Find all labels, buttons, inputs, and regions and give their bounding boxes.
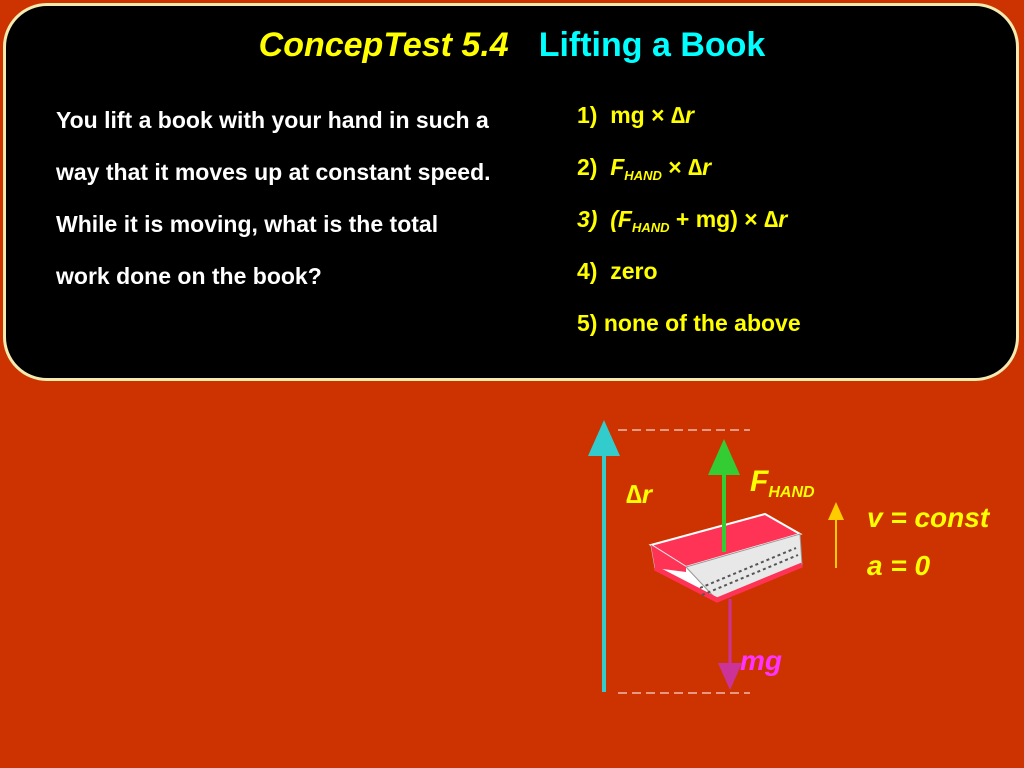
force-hand-label: $F_{HAND}$ (750, 465, 815, 501)
book-force-diagram (0, 400, 1024, 768)
weight-label: mg (740, 645, 782, 676)
book-icon (651, 514, 802, 600)
answer-option-5[interactable]: 5) none of the above (577, 310, 801, 336)
answer-option-2[interactable]: 2) $F_{HAND} \times \Delta r$ (577, 154, 712, 183)
answer-option-3[interactable]: 3) $(F_{HAND} + mg) \times \Delta r$ (577, 206, 788, 235)
title-main: Lifting a Book (538, 26, 766, 64)
answer-option-4[interactable]: 4) zero (577, 258, 658, 284)
answer-option-1[interactable]: 1) mg × ∆r (577, 102, 694, 128)
acceleration-label: a = 0 (867, 550, 931, 581)
slide-title (0, 26, 1024, 65)
title-prefix: ConcepTest 5.4 (258, 26, 509, 64)
velocity-label: v = const (867, 502, 990, 533)
question-text: You lift a book with your hand in such a way that it moves up at constant speed. While it is moving, what is the total work done on the book? (56, 107, 491, 289)
displacement-label: ∆r (626, 479, 653, 509)
answer-list (577, 97, 801, 357)
